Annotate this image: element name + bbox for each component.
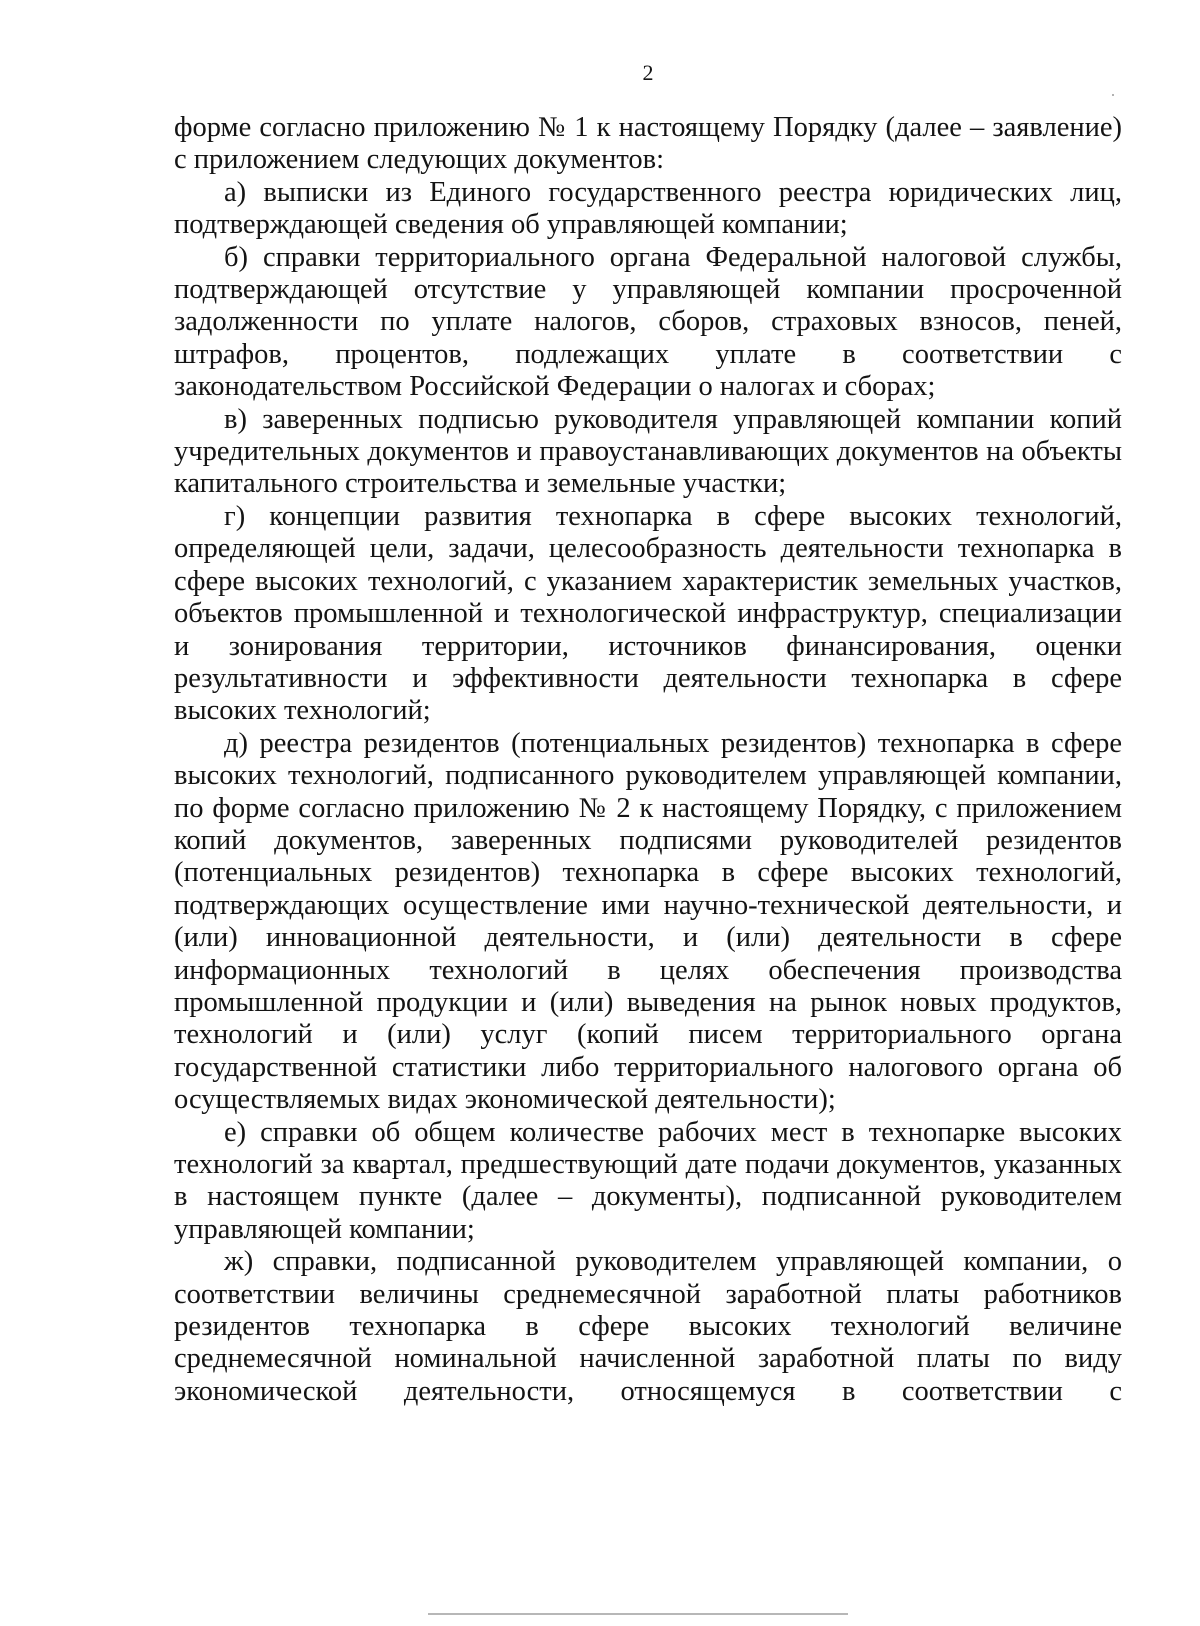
scan-bottom-edge-line [428,1613,848,1615]
page-number: 2 [642,60,654,85]
document-body [174,112,1122,1408]
paragraph-item-a: а) выписки из Единого государственного реестра юридических лиц, подтверждающей сведения об управляющей компании; [174,176,1122,241]
paragraph-item-b: б) справки территориального органа Федеральной налоговой службы, подтверждающей отсутствие у управляющей компании просроченной задолженности по уплате налогов, сборов, страховых взносов, пеней, штрафов, процентов, подлежащих уплате в соответствии с законодательством Российской Федерации о налогах и сборах; [174,241,1122,403]
paragraph-item-g: г) концепции развития технопарка в сфере высоких технологий, определяющей цели, задачи, целесообразность деятельности технопарка в сфере высоких технологий, с указанием характеристик земельных участков, объектов промышленной и технологической инфраструктур, специализации и зонирования территории, источников финансирования, оценки результативности и эффективности деятельности технопарка в сфере высоких технологий; [174,500,1122,727]
paragraph-item-e: е) справки об общем количестве рабочих мест в технопарке высоких технологий за квартал, предшествующий дате подачи документов, указанных в настоящем пункте (далее – документы), подписанной руководителем управляющей компании; [174,1116,1122,1245]
paragraph-continuation: форме согласно приложению № 1 к настоящему Порядку (далее – заявление) с приложением следующих документов: [174,112,1122,176]
paragraph-item-d: д) реестра резидентов (потенциальных резидентов) технопарка в сфере высоких технологий, подписанного руководителем управляющей компании, по форме согласно приложению № 2 к настоящему Порядку, с приложением копий документов, заверенных подписями руководителей резидентов (потенциальных резидентов) технопарка в сфере высоких технологий, подтверждающих осуществление ими научно-технической деятельности, и (или) инновационной деятельности, и (или) деятельности в сфере информационных технологий в целях обеспечения производства промышленной продукции и (или) выведения на рынок новых продуктов, технологий и (или) услуг (копий писем территориального органа государственной статистики либо территориального налогового органа об осуществляемых видах экономической деятельности); [174,727,1122,1116]
scan-speck [1112,94,1114,96]
paragraph-item-v: в) заверенных подписью руководителя управляющей компании копий учредительных документов и правоустанавливающих документов на объекты капитального строительства и земельные участки; [174,403,1122,500]
paragraph-item-zh: ж) справки, подписанной руководителем управляющей компании, о соответствии величины среднемесячной заработной платы работников резидентов технопарка в сфере высоких технологий величине среднемесячной номинальной начисленной заработной платы по виду экономической деятельности, относящемуся в соответствии с [174,1246,1122,1407]
